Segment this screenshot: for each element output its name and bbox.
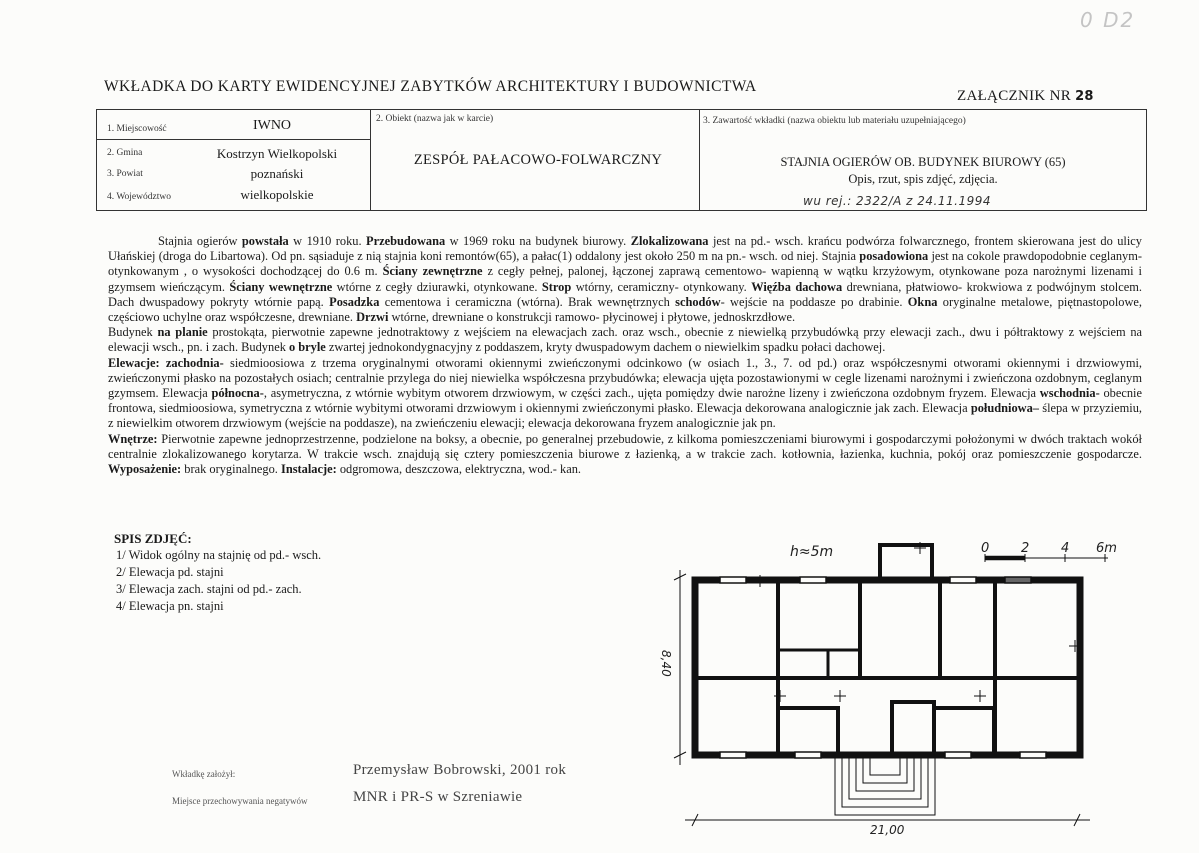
annex-number: 28 (1075, 89, 1094, 104)
text-run: jest na cokole prawdopodobnie ceglanym- otynkowanym , o wysokości dochodzącej do 0.6 m. (108, 249, 1143, 279)
bold-term: Drzwi (356, 310, 389, 325)
door-mark (774, 690, 786, 702)
value-wojewodztwo: wielkopolskie (240, 187, 314, 202)
bath-room-wall (778, 708, 838, 755)
label-zawartosc: 3. Zawartość wkładki (nazwa obiektu lub materiału uzupełniającego) (703, 116, 966, 126)
value-zawartosc: STAJNIA OGIERÓW OB. BUDYNEK BIUROWY (65) (780, 155, 1066, 169)
paragraph-history (108, 234, 1142, 325)
label-wojewodztwo: 4. Województwo (107, 192, 171, 202)
author-value: Przemysław Bobrowski, 2001 rok (353, 762, 567, 778)
window-mark (720, 577, 746, 583)
bold-term: Przebudowana (366, 234, 446, 248)
text-run: jest na pd.- wsch. krańcu podwórza folwarcznego, frontem skierowana jest do ulicy Ułańskiej (droga do Libartowa). Od pn. sąsiaduje z nią stajnia koni remontów(65), a pałac(1) oddalony jest około 250 m na pn.- wsch. od niej. Stajnia (108, 234, 1142, 264)
text-run: obecnie frontowa, siedmioosiowa, symetryczna z wtórnie wybitymi otworami drzwiowym i okiennymi zwieńczonymi płasko. Elewacja dekorowana analogicznie jak zach. Elewacja (108, 386, 1143, 416)
text-run: odgromowa, deszczowa, elektryczna, wod.- kan. (336, 462, 582, 477)
text-run: cementowa i ceramiczna (wtórna). Brak wewnętrznych (379, 294, 676, 309)
text-run: , asymetryczna, z wtórnie wybitym otworem drzwiowym, w części zach., ujęta pomiędzy dwie narożne lizeny i zwieńczona ozdobnym fryzem. Elewacja (263, 386, 1040, 401)
bold-term: Elewacje: zachodnia- (108, 355, 224, 370)
grid-divider (699, 110, 700, 210)
text-run: Pierwotnie zapewne jednoprzestrzenne, podzielone na boksy, a obecnie, po generalnej przebudowie, z kilkoma pomieszczeniami biurowymi i gospodarczymi położonymi w dwóch traktach wokół centralnie zlokalizowanego korytarza. W trakcie wsch. znajdują się cztery pomieszczenia biurowe z łazienką, a w trakcie zach. kotłownia, łazienka, kuchnia, pokój oraz pomieszczenie gospodarcze. (108, 431, 1142, 461)
bold-term: Okna (907, 294, 938, 309)
text-run: w 1969 roku na budynek biurowy. (445, 234, 631, 248)
depth-dimension-label: 8,40 (659, 650, 673, 677)
bold-term: powstała (241, 234, 289, 248)
text-run: Stajnia ogierów (158, 234, 242, 248)
window-mark (720, 752, 746, 758)
info-grid (96, 109, 1147, 211)
entrance-steps (835, 755, 935, 815)
handwritten-registry: wu rej.: 2322/A z 24.11.1994 (803, 194, 991, 208)
label-miejscowosc: 1. Miejscowość (107, 124, 167, 134)
height-label: h≈5m (790, 544, 834, 560)
bold-term: Wyposażenie: (108, 462, 182, 477)
author-label: Wkładkę założył: (172, 769, 236, 779)
scale-label-6: 6m (1096, 541, 1117, 556)
value-powiat: poznański (250, 166, 304, 181)
paragraph-elevations (108, 356, 1142, 432)
description-text (108, 234, 1142, 477)
bold-term: na planie (157, 325, 208, 340)
bold-term: Więźba dachowa (751, 279, 843, 294)
storage-value: MNR i PR-S w Szreniawie (353, 789, 523, 805)
bold-term: o bryle (288, 340, 326, 355)
grid-divider (97, 139, 370, 140)
bold-term: posadowiona (859, 249, 929, 264)
value-zawartosc-sub: Opis, rzut, spis zdjęć, zdjęcia. (848, 172, 998, 186)
bold-term: schodów (675, 294, 721, 309)
office-room-wall (934, 708, 994, 755)
text-run: wtórne, drewniane o konstrukcji ramowo- płycinowej i płytowe, jednoskrzdłowe. (388, 310, 796, 325)
scale-label-0: 0 (981, 541, 990, 556)
window-mark (800, 577, 826, 583)
text-run: oryginalne metalowe, piętnastopolowe, częściowo uchylne oraz współczesne, drewniane. (108, 294, 1143, 325)
value-miejscowosc: IWNO (252, 118, 292, 133)
text-run: w 1910 roku. (288, 234, 367, 248)
bold-term: Instalacje: (281, 462, 337, 477)
document-title: WKŁADKA DO KARTY EWIDENCYJNEJ ZABYTKÓW ARCHITEKTURY I BUDOWNICTWA (104, 78, 757, 95)
photo-list-item: 3/ Elewacja zach. stajni od pd.- zach. (116, 582, 302, 596)
value-obiekt: ZESPÓŁ PAŁACOWO-FOLWARCZNY (413, 152, 663, 168)
photo-list (114, 530, 321, 615)
entry-room-wall (892, 702, 934, 755)
window-mark (1005, 577, 1031, 583)
window-mark (795, 752, 821, 758)
storage-label: Miejsce przechowywania negatywów (172, 796, 308, 806)
photo-list-item: 4/ Elewacja pn. stajni (116, 599, 224, 613)
width-dimension-label: 21,00 (870, 823, 905, 837)
corner-mark: 0 D2 (1080, 8, 1136, 32)
bold-term: południowa– (970, 401, 1040, 416)
paragraph-plan (108, 325, 1142, 355)
text-run: Budynek (108, 325, 158, 340)
bold-term: Strop (541, 279, 572, 294)
photo-list-title: SPIS ZDJĘĆ: (114, 531, 192, 546)
bold-term: Posadzka (329, 294, 380, 309)
bold-term: Zlokalizowana (630, 234, 709, 248)
annex-heading (957, 88, 1094, 105)
photo-list-item: 1/ Widok ogólny na stajnię od pd.- wsch. (116, 548, 322, 562)
label-gmina: 2. Gmina (107, 148, 143, 158)
text-run: ślepa w przyziemiu, z niewielkim otworem drzwiowym (wejście na poddasze), na zwieńczeniu elewacji; elewacja dekorowana fryzem analogicznie jak pn. (108, 401, 1142, 431)
outer-wall (695, 580, 1080, 755)
annex-wall (880, 545, 932, 580)
text-run: wtórne z cegły dziurawki, otynkowane. (332, 279, 542, 294)
text-run: - wejście na poddasze po drabinie. (720, 294, 908, 309)
bold-term: wschodnia- (1039, 386, 1100, 401)
scale-label-4: 4 (1061, 541, 1070, 556)
grid-divider (370, 110, 371, 210)
bold-term: Ściany wewnętrzne (229, 279, 333, 294)
text-run: wtórny, ceramiczny- otynkowany. (571, 279, 752, 294)
paragraph-interior (108, 432, 1142, 478)
bold-term: Wnętrze: (108, 431, 158, 446)
window-mark (1020, 752, 1046, 758)
window-mark (950, 577, 976, 583)
scale-label-2: 2 (1021, 541, 1030, 556)
value-gmina: Kostrzyn Wielkopolski (216, 146, 338, 161)
door-mark (974, 690, 986, 702)
bold-term: Ściany zewnętrzne (382, 264, 483, 279)
label-powiat: 3. Powiat (107, 169, 143, 179)
text-run: brak oryginalnego. (181, 462, 281, 477)
bold-term: północna- (211, 386, 264, 401)
text-run: siedmioosiowa z trzema oryginalnymi otworami okiennymi zwieńczonymi odcinkowo (w osiach 1., 3., 7. od pd.) oraz współczesnymi otworami okiennymi i drzwiowymi, zwieńczonymi płasko na pozostałych osiach; centralnie przylega do niej niewielka współczesna przybudówka; elewacja ujęta pozostawionymi w cegle lizenami narożnymi i zwieńczona ozdobnym, ceglanym gzymsem. Elewacja (108, 355, 1142, 401)
text-run: drewniana, płatwiowo- krokwiowa z podwójnym stolcem. Dach dwuspadowy pokryty wtórnie papą. (108, 279, 1142, 309)
text-run: prostokąta, pierwotnie zapewne jednotraktowy z wejściem na elewacjach zach. oraz wsch., obecnie z niewielką przybudówką przy elewacji zach., dwu i półtraktowy z wejściem na elewacji wsch., pn. i zach. Budynek (108, 325, 1143, 355)
window-mark (945, 752, 971, 758)
photo-list-item: 2/ Elewacja pd. stajni (116, 565, 224, 579)
label-obiekt: 2. Obiekt (nazwa jak w karcie) (376, 114, 494, 124)
scale-bar-segment (985, 556, 1025, 560)
annex-label: ZAŁĄCZNIK NR (957, 88, 1072, 104)
text-run: zwartej jednokondygnacyjny z poddaszem, kryty dwuspadowym dachem o niewielkim spadku połaci dachowej. (325, 340, 886, 355)
floor-plan-drawing (650, 530, 1120, 850)
door-mark (834, 690, 846, 702)
text-run: z cegły pełnej, palonej, łączonej zaprawą cementowo- wapienną w wątku krzyżowym, otynkowane poza narożnymi lizenami i gzymsem wieńczącym. (108, 264, 1142, 294)
